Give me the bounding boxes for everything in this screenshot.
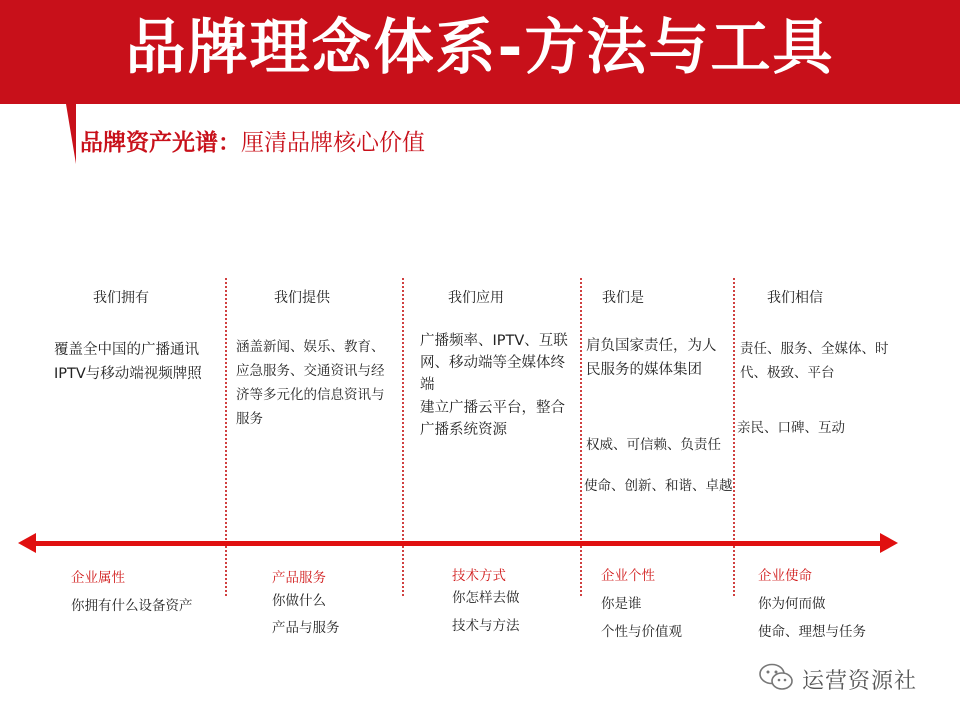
column-text — [740, 337, 900, 385]
text-line: 建立广播云平台，整合 — [420, 400, 565, 416]
text-line: 网、移动端等全媒体终 — [420, 355, 565, 371]
column-divider — [580, 278, 582, 596]
column-heading: 我们提供 — [274, 290, 330, 306]
column-text — [236, 335, 401, 431]
text-line: 济等多元化的信息资讯与 — [236, 387, 385, 403]
keyword-line: 亲民、口碑、互动 — [737, 420, 845, 436]
category-desc: 技术与方法 — [452, 618, 520, 634]
column-divider — [733, 278, 735, 596]
category-desc: 你做什么 — [272, 593, 326, 609]
keyword-line: 权威、可信赖、负责任 — [586, 437, 721, 453]
text-line: 责任、服务、全媒体、时 — [740, 341, 889, 357]
category-label: 产品服务 — [272, 570, 326, 586]
category-desc: 产品与服务 — [272, 620, 340, 636]
column-text — [420, 397, 580, 441]
spectrum-axis — [32, 541, 884, 546]
column-text — [54, 338, 224, 386]
column-heading: 我们拥有 — [93, 290, 149, 306]
text-line: 服务 — [236, 411, 263, 427]
subtitle-rest: 厘清品牌核心价值 — [241, 130, 425, 156]
wechat-icon — [758, 662, 794, 696]
text-line: IPTV与移动端视频牌照 — [54, 366, 202, 382]
category-desc: 个性与价值观 — [601, 624, 682, 640]
category-label: 企业属性 — [71, 570, 125, 586]
category-desc: 你怎样去做 — [452, 590, 520, 606]
category-desc: 你拥有什么设备资产 — [71, 598, 193, 614]
category-label: 技术方式 — [452, 568, 506, 584]
text-line: 民服务的媒体集团 — [586, 362, 702, 378]
watermark-text: 运营资源社 — [802, 668, 918, 694]
column-divider — [225, 278, 227, 596]
column-heading: 我们应用 — [448, 290, 504, 306]
banner-tab — [66, 104, 76, 164]
category-desc: 你是谁 — [601, 596, 642, 612]
text-line: 广播系统资源 — [420, 422, 507, 438]
text-line: 广播频率、IPTV、互联 — [420, 333, 568, 349]
category-label: 企业个性 — [601, 568, 655, 584]
column-text — [420, 330, 580, 396]
keyword-line: 使命、创新、和谐、卓越 — [584, 478, 733, 494]
column-heading: 我们相信 — [767, 290, 823, 306]
subtitle-bold: 品牌资产光谱： — [80, 130, 241, 156]
watermark — [758, 662, 917, 696]
arrow-right-icon — [880, 533, 898, 553]
text-line: 应急服务、交通资讯与经 — [236, 363, 385, 379]
text-line: 涵盖新闻、娱乐、教育、 — [236, 339, 385, 355]
category-label: 企业使命 — [758, 568, 812, 584]
column-text — [586, 334, 732, 382]
arrow-left-icon — [18, 533, 36, 553]
text-line: 代、极致、平台 — [740, 365, 835, 381]
column-heading: 我们是 — [602, 290, 644, 306]
text-line: 肩负国家责任，为人 — [586, 338, 717, 354]
category-desc: 使命、理想与任务 — [758, 624, 866, 640]
column-divider — [402, 278, 404, 596]
category-desc: 你为何而做 — [758, 596, 826, 612]
section-subtitle — [80, 124, 425, 157]
text-line: 覆盖全中国的广播通讯 — [54, 342, 199, 358]
text-line: 端 — [420, 377, 435, 393]
page-title: 品牌理念体系-方法与工具 — [125, 13, 835, 83]
